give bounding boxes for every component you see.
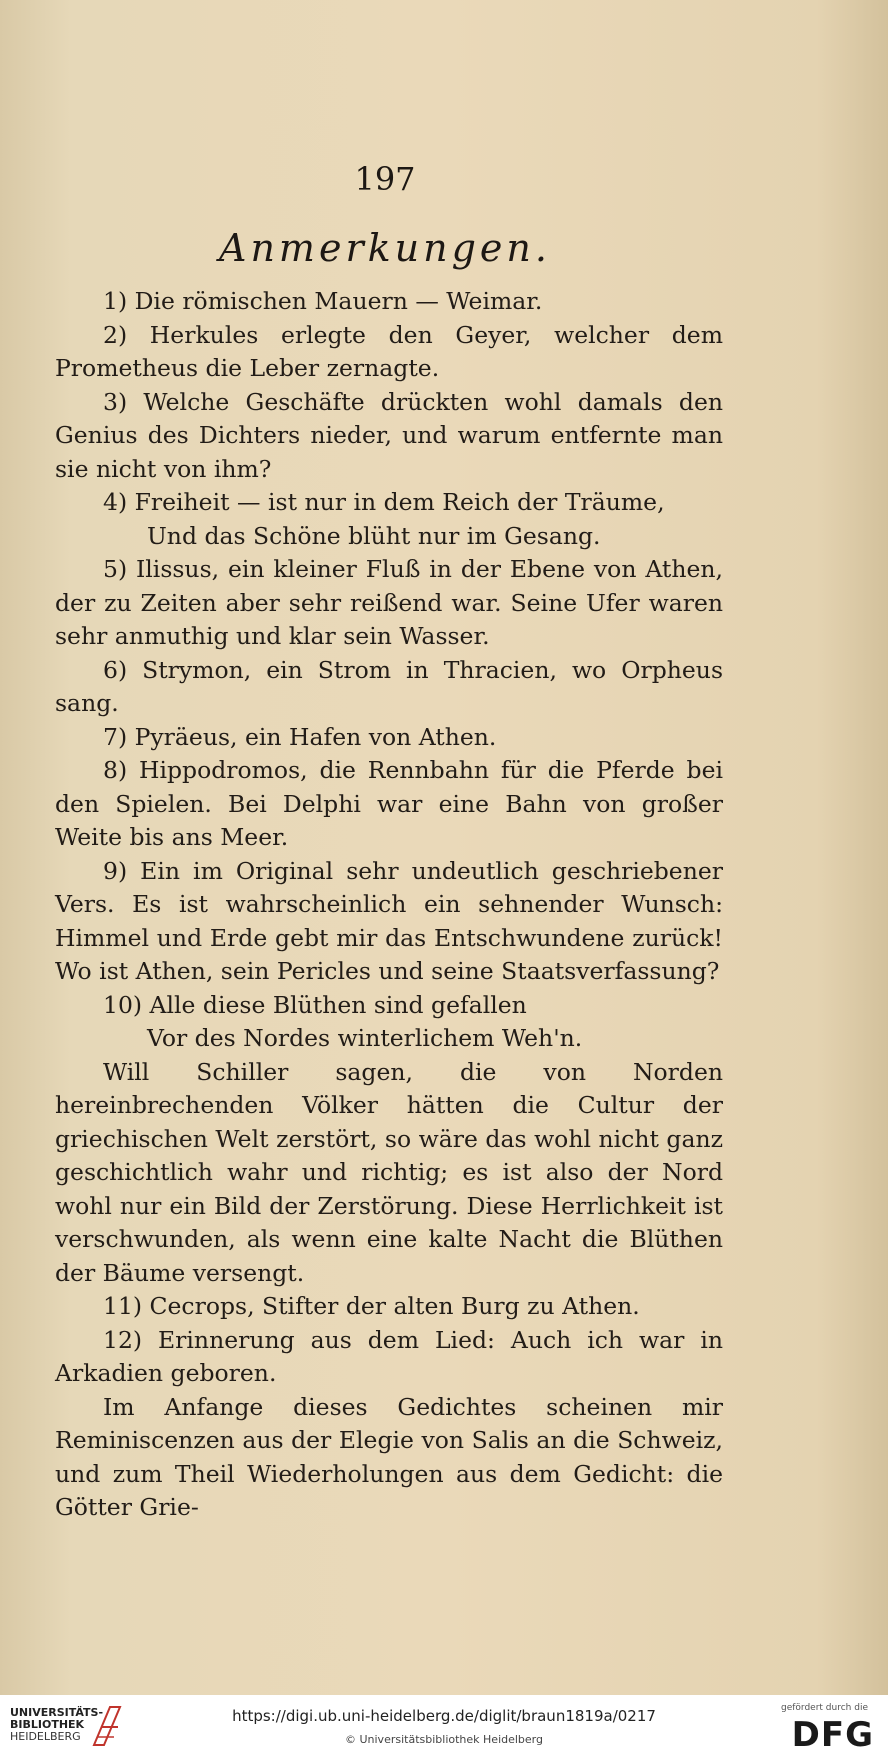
note-7: 7) Pyräeus, ein Hafen von Athen. [103, 722, 497, 751]
note-12: 12) Erinnerung aus dem Lied: Auch ich war in Arkadien geboren. [55, 1325, 723, 1387]
page-number: 197 [354, 160, 416, 198]
note-10-verse: Vor des Nordes winterlichem Weh'n. [147, 1024, 583, 1052]
library-name-line2: BIBLIOTHEK [10, 1718, 85, 1731]
permalink-url[interactable]: https://digi.ub.uni-heidelberg.de/diglit/braun1819a/0217 [232, 1707, 656, 1725]
note-10: 10) Alle diese Blüthen sind gefallen [103, 990, 527, 1019]
note-4: 4) Freiheit — ist nur in dem Reich der Träume, [103, 488, 665, 516]
note-3: 3) Welche Geschäfte drückten wohl damals den Genius des Dichters nieder, und warum entfernte man sie nicht von ihm? [55, 387, 723, 483]
note-4-verse: Und das Schöne blüht nur im Gesang. [147, 521, 601, 550]
note-1: 1) Die römischen Mauern — Weimar. [103, 287, 543, 315]
note-5: 5) Ilissus, ein kleiner Fluß in der Ebene von Athen, der zu Zeiten aber sehr reißend war. Seine Ufer waren sehr anmuthig und klar sein Wasser. [55, 555, 723, 650]
closing-paragraph: Im Anfange dieses Gedichtes scheinen mir Reminiscenzen aus der Elegie von Salis an die Schweiz, und zum Theil Wiederholungen aus dem Gedicht: die Götter Grie- [55, 1392, 723, 1521]
note-10-comment: Will Schiller sagen, die von Norden hereinbrechenden Völker hätten die Cultur der griechischen Welt zerstört, so wäre das wohl nicht ganz geschichtlich wahr und richtig; es ist also der Nord wohl nur ein Bild der Zerstörung. Diese Herrlichkeit ist verschwunden, als wenn eine kalte Nacht die Blüthen der Bäume versengt. [55, 1057, 723, 1287]
note-9: 9) Ein im Original sehr undeutlich geschriebener Vers. Es ist wahrscheinlich ein sehnender Wunsch: Himmel und Erde gebt mir das Entschwundene zurück! Wo ist Athen, sein Pericles und seine Staatsverfassung? [55, 856, 723, 985]
note-8: 8) Hippodromos, die Rennbahn für die Pferde bei den Spielen. Bei Delphi war eine Bahn von großer Weite bis ans Meer. [55, 756, 723, 851]
notes-body [55, 285, 723, 1525]
copyright-notice: © Universitätsbibliothek Heidelberg [344, 1733, 543, 1746]
note-2: 2) Herkules erlegte den Geyer, welcher dem Prometheus die Leber zernagte. [55, 320, 723, 382]
funding-note: gefördert durch die [781, 1703, 868, 1713]
library-name-line1: UNIVERSITÄTS- [10, 1706, 104, 1719]
page-heading: Anmerkungen. [219, 226, 551, 270]
library-name-line3: HEIDELBERG [10, 1730, 81, 1743]
dfg-logo[interactable]: DFG [791, 1715, 874, 1755]
note-11: 11) Cecrops, Stifter der alten Burg zu Athen. [103, 1292, 640, 1320]
note-6: 6) Strymon, ein Strom in Thracien, wo Orpheus sang. [55, 655, 723, 717]
viewer-footer [0, 1695, 888, 1758]
